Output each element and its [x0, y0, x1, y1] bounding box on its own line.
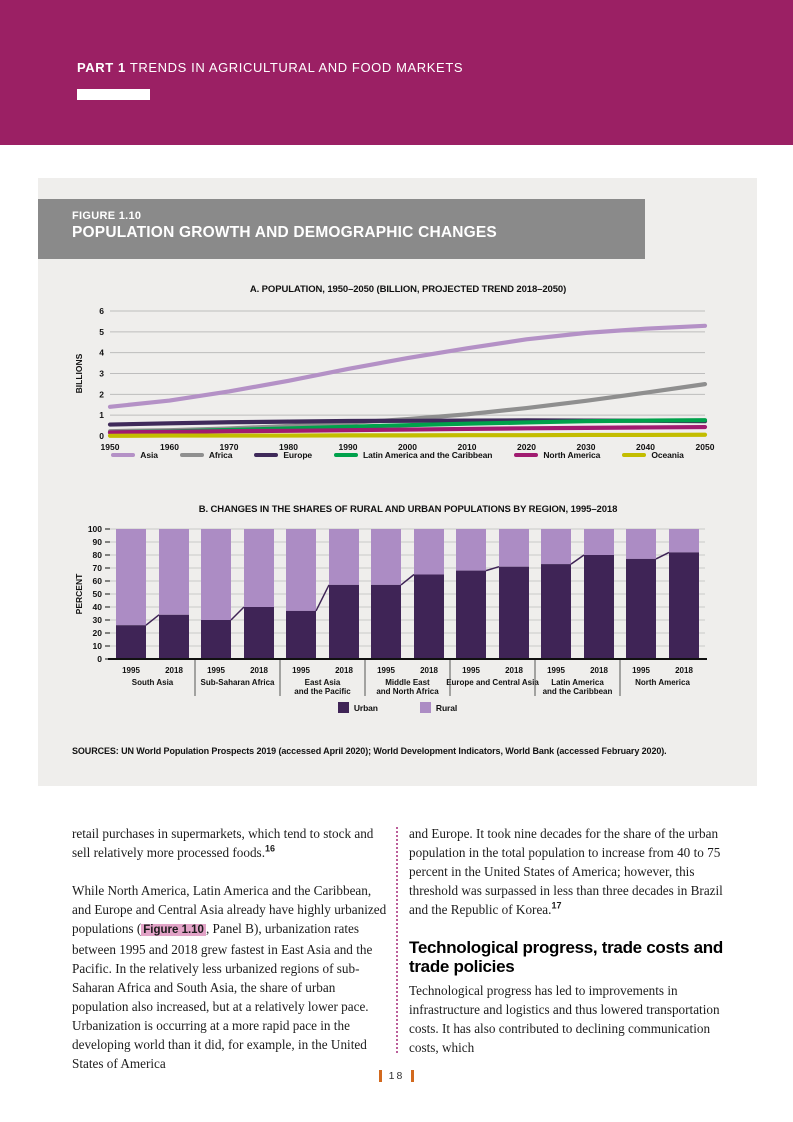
page-number: 18 [388, 1070, 405, 1082]
legend-label: Africa [208, 450, 233, 460]
part-label: PART 1 [77, 60, 126, 75]
series-line-Oceania [110, 435, 705, 436]
bar-urban [499, 567, 529, 659]
chart-a-legend [38, 450, 757, 460]
region-label: North America [635, 678, 690, 687]
footer-bar-right [411, 1070, 414, 1082]
part-header-band [0, 0, 793, 145]
y-tick-label: 0 [99, 431, 104, 441]
legend-swatch-icon [338, 702, 349, 713]
x-tick-label: 1950 [100, 442, 120, 452]
bar-urban [414, 575, 444, 660]
legend-swatch-icon [180, 453, 204, 457]
chart-a-population-lines [68, 296, 758, 452]
footnote-marker: 17 [551, 900, 562, 911]
urban-trend-segment [486, 567, 499, 571]
region-label: South Asia [131, 678, 174, 687]
legend-swatch-icon [254, 453, 278, 457]
bar-rural [201, 529, 231, 620]
bar-urban [116, 625, 146, 659]
urban-trend-segment [231, 607, 244, 620]
x-tick-label: 1995 [632, 666, 650, 675]
x-tick-label: 2018 [505, 666, 523, 675]
x-tick-label: 2010 [457, 442, 477, 452]
region-label: and North Africa [376, 687, 439, 696]
x-tick-label: 1995 [377, 666, 395, 675]
bar-urban [371, 585, 401, 659]
figure-box [38, 178, 757, 786]
footer-bar-left [379, 1070, 382, 1082]
legend-item [338, 702, 378, 713]
y-tick-label: 5 [99, 326, 104, 337]
y-tick-label: 0 [97, 654, 102, 664]
x-tick-label: 2000 [398, 442, 417, 452]
y-tick-label: 6 [99, 306, 104, 316]
legend-swatch-icon [111, 453, 135, 457]
y-tick-label: 1 [99, 410, 104, 421]
body-column-left [72, 824, 390, 1092]
x-tick-label: 2018 [335, 666, 353, 675]
legend-label: Latin America and the Caribbean [363, 450, 493, 460]
y-tick-label: 30 [92, 615, 102, 625]
legend-label: Urban [353, 702, 378, 713]
y-tick-label: 20 [92, 628, 102, 638]
chart-b-urban-rural-bars [68, 516, 758, 706]
legend-item [180, 450, 233, 460]
bar-urban [244, 607, 274, 659]
legend-item [334, 450, 492, 460]
legend-swatch-icon [420, 702, 431, 713]
bar-rural [329, 529, 359, 585]
figure-sources: SOURCES: UN World Population Prospects 2019 (accessed April 2020); World Development Indicators, World Bank (accessed February 2020). [72, 746, 667, 756]
chart-a-title: A. POPULATION, 1950–2050 (BILLION, PROJECTED TREND 2018–2050) [249, 284, 567, 295]
bar-urban [201, 620, 231, 659]
paragraph-text: retail purchases in supermarkets, which tend to stock and sell relatively more processed foods. [72, 826, 374, 860]
bar-urban [584, 555, 614, 659]
bar-rural [286, 529, 316, 611]
region-label: Sub-Saharan Africa [200, 678, 275, 687]
x-tick-label: 1960 [160, 442, 179, 452]
bar-urban [286, 611, 316, 659]
y-axis-label: PERCENT [74, 573, 84, 615]
x-tick-label: 2018 [420, 666, 438, 675]
y-axis-label: BILLIONS [74, 353, 84, 394]
paragraph [72, 881, 390, 1073]
x-tick-label: 1995 [292, 666, 310, 675]
region-label: East Asia [304, 678, 341, 687]
bar-rural [414, 529, 444, 575]
region-label: and the Pacific [294, 687, 351, 696]
x-tick-label: 1980 [279, 442, 298, 452]
legend-label: Oceania [651, 450, 684, 460]
bar-rural [626, 529, 656, 559]
figure-header-bar [38, 199, 645, 259]
x-tick-label: 1990 [338, 442, 358, 452]
bar-urban [159, 615, 189, 659]
urban-trend-segment [571, 555, 584, 564]
section-heading: Technological progress, trade costs and trade policies [409, 938, 723, 976]
bar-rural [159, 529, 189, 615]
legend-item [622, 450, 683, 460]
legend-swatch-icon [514, 453, 538, 457]
x-tick-label: 2018 [165, 666, 183, 675]
x-tick-label: 2018 [675, 666, 693, 675]
figure-label: FIGURE 1.10 [72, 210, 142, 222]
region-label: Europe and Central Asia [446, 678, 539, 687]
y-tick-label: 3 [99, 368, 104, 379]
y-tick-label: 10 [92, 641, 102, 651]
x-tick-label: 1995 [207, 666, 225, 675]
y-tick-label: 90 [92, 537, 102, 547]
footnote-marker: 16 [265, 843, 276, 854]
legend-label: Europe [283, 450, 313, 460]
paragraph-text: Technological progress has led to improvements in infrastructure and logistics and thus lowered transportation costs. It has also contributed to declining communication costs, which [409, 983, 720, 1055]
y-tick-label: 100 [87, 524, 102, 534]
y-tick-label: 2 [99, 389, 104, 400]
region-label: and the Caribbean [542, 687, 613, 696]
bar-urban [626, 559, 656, 659]
x-tick-label: 2040 [636, 442, 655, 452]
legend-label: Rural [435, 702, 458, 713]
x-tick-label: 2018 [250, 666, 268, 675]
bar-rural [244, 529, 274, 607]
urban-trend-segment [656, 552, 669, 559]
x-tick-label: 2030 [576, 442, 596, 452]
paragraph-text: and Europe. It took nine decades for the share of the urban population in the total population to increase from 40 to 75 percent in the United States of America; however, this threshold was surpassed in less than three decades in Brazil and the Republic of Korea. [409, 826, 723, 917]
y-tick-label: 50 [92, 589, 102, 599]
column-divider [396, 827, 398, 1053]
y-tick-label: 4 [99, 347, 104, 358]
bar-rural [499, 529, 529, 567]
urban-trend-segment [401, 575, 414, 585]
region-label: Latin America [551, 678, 604, 687]
region-label: Middle East [385, 678, 430, 687]
legend-item [420, 702, 457, 713]
paragraph-text: While North America, Latin America and the Caribbean, and Europe and Central Asia already have highly urbanized populations ( [72, 883, 387, 936]
bar-rural [456, 529, 486, 571]
paragraph-text: , Panel B), urbanization rates between 1995 and 2018 grew fastest in East Asia and the Pacific. In the relatively less urbanized regions of sub-Saharan Africa and South Asia, the share of urban population also increased, but at a relatively lower pace. Urbanization is occurring at a more rapid pace in the developing world than it did, for example, in the United States of America [72, 921, 373, 1071]
y-tick-label: 80 [92, 550, 102, 560]
x-tick-label: 2050 [695, 442, 715, 452]
page-footer [0, 1070, 793, 1082]
paragraph [409, 981, 723, 1057]
x-tick-label: 1970 [219, 442, 239, 452]
bar-rural [541, 529, 571, 564]
x-tick-label: 2020 [517, 442, 536, 452]
part-underline-tab [77, 89, 150, 100]
legend-swatch-icon [622, 453, 646, 457]
legend-label: Asia [140, 450, 158, 460]
y-tick-label: 40 [92, 602, 102, 612]
bar-rural [669, 529, 699, 552]
bar-rural [584, 529, 614, 555]
bar-urban [669, 552, 699, 659]
legend-item [111, 450, 158, 460]
legend-swatch-icon [334, 453, 358, 457]
paragraph [72, 824, 390, 862]
legend-label: North America [543, 450, 601, 460]
bar-urban [456, 571, 486, 659]
figure-title: POPULATION GROWTH AND DEMOGRAPHIC CHANGES [72, 224, 497, 241]
part-title [77, 60, 463, 75]
y-tick-label: 70 [92, 563, 102, 573]
bar-urban [329, 585, 359, 659]
legend-item [514, 450, 600, 460]
x-tick-label: 1995 [462, 666, 480, 675]
x-tick-label: 1995 [547, 666, 565, 675]
chart-b-title: B. CHANGES IN THE SHARES OF RURAL AND URBAN POPULATIONS BY REGION, 1995–2018 [198, 504, 618, 515]
bar-rural [371, 529, 401, 585]
x-tick-label: 2018 [590, 666, 608, 675]
bar-urban [541, 564, 571, 659]
bar-rural [116, 529, 146, 625]
y-tick-label: 60 [92, 576, 102, 586]
body-column-right [409, 824, 723, 1076]
chart-b-legend [38, 702, 757, 713]
legend-item [254, 450, 312, 460]
paragraph [409, 824, 723, 919]
figure-reference: Figure 1.10 [143, 924, 204, 936]
part-title-text: TRENDS IN AGRICULTURAL AND FOOD MARKETS [129, 60, 464, 75]
x-tick-label: 1995 [122, 666, 140, 675]
